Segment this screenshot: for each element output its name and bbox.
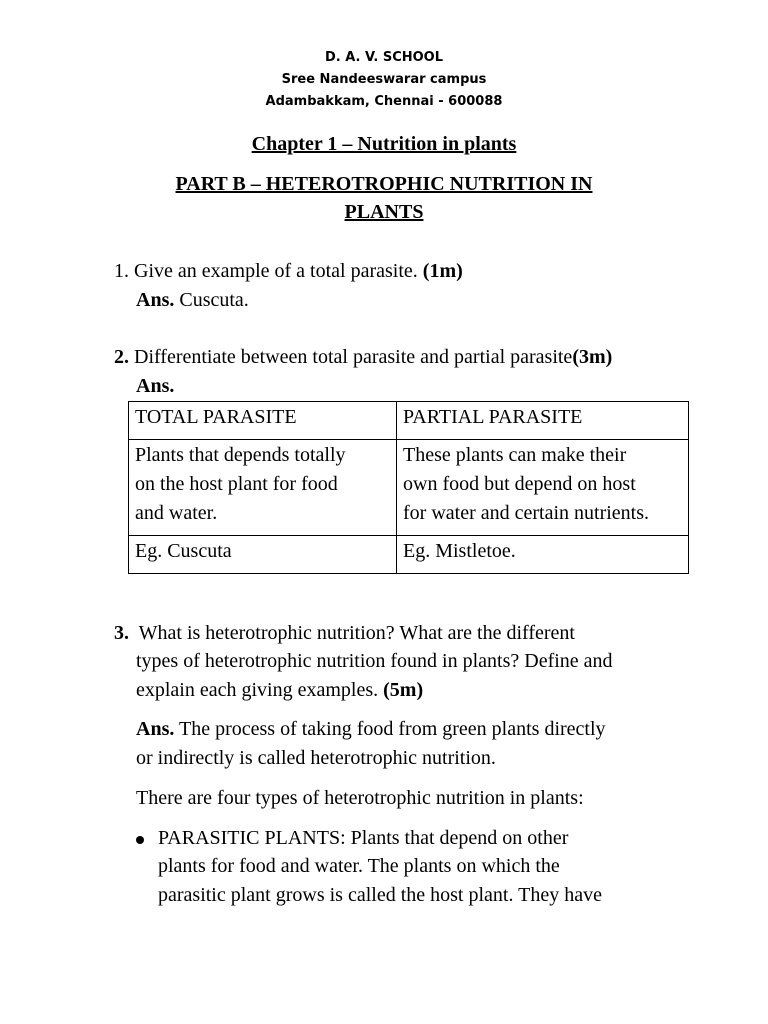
answer-3-label: Ans. (136, 718, 175, 740)
table-cell-partial-definition: These plants can make their own food but depend on host for water and certain nutrients. (397, 440, 689, 536)
table-cell-partial-example: Eg. Mistletoe. (397, 536, 689, 574)
question-2 (114, 343, 612, 371)
bullet-line3: parasitic plant grows is called the host plant. They have (158, 884, 602, 906)
question-1-text: Give an example of a total parasite. (134, 260, 418, 282)
types-intro: There are four types of heterotrophic nutrition in plants: (136, 787, 584, 809)
question-3-line1: 3. What is heterotrophic nutrition? What are the different (114, 622, 575, 644)
answer-1 (136, 286, 249, 314)
question-1 (114, 257, 463, 285)
question-2-marks: (3m) (572, 346, 613, 368)
answer-2-label: Ans. (136, 375, 175, 397)
campus-name: Sree Nandeeswarar campus (281, 72, 487, 87)
answer-3-line2: or indirectly is called heterotrophic nutrition. (136, 747, 496, 769)
question-1-number: 1. (114, 260, 129, 282)
question-3-line2: types of heterotrophic nutrition found in plants? Define and (136, 650, 613, 672)
question-1-marks: (1m) (422, 260, 463, 282)
comparison-table (128, 401, 689, 574)
bullet-icon (136, 836, 144, 844)
table-row (129, 536, 689, 574)
school-name: D. A. V. SCHOOL (324, 50, 444, 65)
table-header-row (129, 402, 689, 440)
bullet-line2: plants for food and water. The plants on which the (158, 855, 560, 877)
question-2-text: Differentiate between total parasite and partial parasite (134, 346, 573, 368)
table-header-total: TOTAL PARASITE (129, 402, 397, 440)
question-2-number: 2. (114, 346, 129, 368)
bullet-line1: PARASITIC PLANTS: Plants that depend on other (158, 827, 569, 849)
answer-3-line1: Ans. The process of taking food from green plants directly (136, 718, 606, 740)
answer-1-label: Ans. (136, 289, 175, 311)
school-address: Adambakkam, Chennai - 600088 (265, 94, 503, 109)
table-cell-total-example: Eg. Cuscuta (129, 536, 397, 574)
table-row (129, 440, 689, 536)
table-cell-total-definition: Plants that depends totally on the host plant for food and water. (129, 440, 397, 536)
question-3-number: 3. (114, 622, 129, 644)
question-3-marks: (5m) (383, 679, 424, 701)
part-title-line2: PLANTS (344, 201, 424, 223)
chapter-title: Chapter 1 – Nutrition in plants (251, 133, 517, 155)
answer-1-text: Cuscuta. (179, 289, 249, 311)
table-header-partial: PARTIAL PARASITE (397, 402, 689, 440)
part-title-line1: PART B – HETEROTROPHIC NUTRITION IN (175, 173, 593, 195)
question-3-line3: explain each giving examples. (5m) (136, 679, 424, 701)
